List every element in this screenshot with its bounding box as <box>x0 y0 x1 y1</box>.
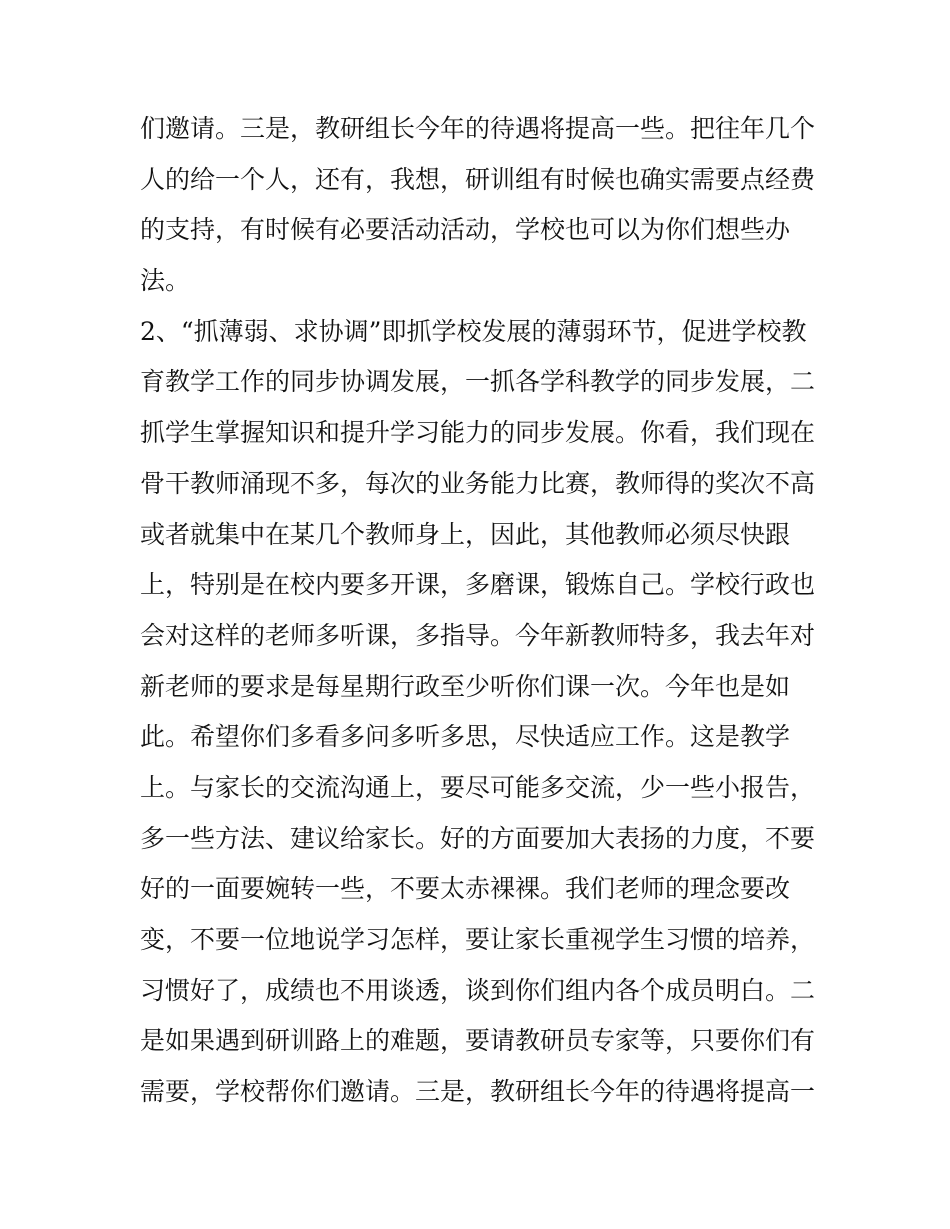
text-line: 或者就集中在某几个教师身上，因此，其他教师必须尽快跟 <box>140 519 791 549</box>
text-line: 好的一面要婉转一些，不要太赤裸裸。我们老师的理念要改 <box>140 874 791 904</box>
text-line: 2、“抓薄弱、求协调”即抓学校发展的薄弱环节，促进学校教 <box>140 316 807 346</box>
text-line: 是如果遇到研训路上的难题，要请教研员专家等，只要你们有 <box>140 1026 816 1056</box>
text-line: 此。希望你们多看多问多听多思，尽快适应工作。这是教学 <box>140 722 791 752</box>
text-line: 人的给一个人，还有，我想，研训组有时候也确实需要点经费 <box>140 164 816 194</box>
text-line: 抓学生掌握知识和提升学习能力的同步发展。你看，我们现在 <box>140 418 816 448</box>
text-line: 习惯好了，成绩也不用谈透，谈到你们组内各个成员明白。二 <box>140 975 816 1005</box>
text-line: 的支持，有时候有必要活动活动，学校也可以为你们想些办 <box>140 215 791 245</box>
text-line: 育教学工作的同步协调发展，一抓各学科教学的同步发展，二 <box>140 367 816 397</box>
text-line: 上。与家长的交流沟通上，要尽可能多交流，少一些小报告， <box>140 772 816 802</box>
text-line: 骨干教师涌现不多，每次的业务能力比赛，教师得的奖次不高 <box>140 468 816 498</box>
body-text <box>140 104 820 1118</box>
text-line: 上，特别是在校内要多开课，多磨课，锻炼自己。学校行政也 <box>140 570 816 600</box>
text-line: 们邀请。三是，教研组长今年的待遇将提高一些。把往年几个 <box>140 114 816 143</box>
text-line: 需要，学校帮你们邀请。三是，教研组长今年的待遇将提高一 <box>140 1077 816 1107</box>
text-line: 会对这样的老师多听课，多指导。今年新教师特多，我去年对 <box>140 620 816 650</box>
text-line: 变，不要一位地说学习怎样，要让家长重视学生习惯的培养， <box>140 925 816 954</box>
text-line: 法。 <box>140 266 191 296</box>
text-line: 多一些方法、建议给家长。好的方面要加大表扬的力度，不要 <box>140 823 816 853</box>
text-line: 新老师的要求是每星期行政至少听你们课一次。今年也是如 <box>140 671 791 701</box>
